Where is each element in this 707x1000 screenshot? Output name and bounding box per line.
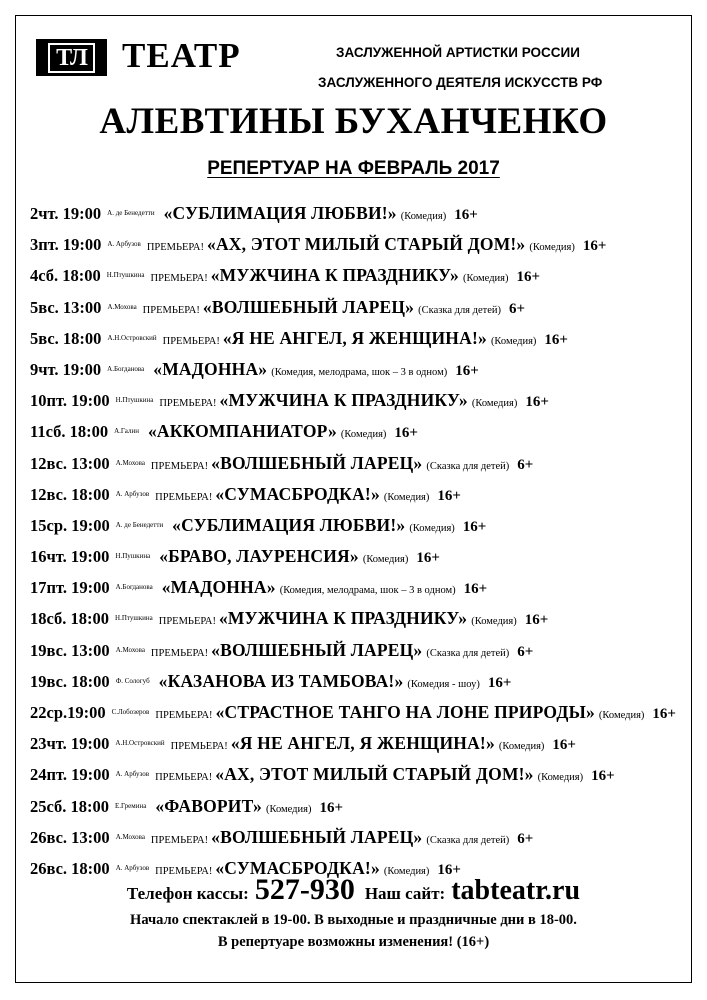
schedule-row <box>30 824 695 855</box>
performance-date: 22ср.19:00 <box>30 703 106 722</box>
premiere-mark: ПРЕМЬЕРА! <box>142 304 200 316</box>
play-title: «МУЖЧИНА К ПРАЗДНИКУ» <box>218 608 468 629</box>
age-rating: 16+ <box>524 612 549 629</box>
genre-label: (Комедия) <box>383 865 430 877</box>
performance-date: 25сб. 18:00 <box>30 796 110 816</box>
author-name: А.Мохова <box>115 458 145 467</box>
schedule-row <box>30 668 695 699</box>
play-title: «Я НЕ АНГЕЛ, Я ЖЕНЩИНА!» <box>222 327 487 348</box>
author-name: А.Богданова <box>107 364 145 373</box>
schedule-row <box>30 418 695 449</box>
schedule-row <box>30 730 695 761</box>
play-title: «КАЗАНОВА ИЗ ТАМБОВА!» <box>158 670 404 691</box>
play-title: «ВОЛШЕБНЫЙ ЛАРЕЦ» <box>211 639 423 660</box>
play-title: «СУМАСБРОДКА!» <box>215 483 380 504</box>
performance-date: 15ср. 19:00 <box>30 515 110 535</box>
author-name: Н.Птушкина <box>106 271 145 280</box>
age-rating: 6+ <box>509 300 526 317</box>
age-rating: 16+ <box>437 861 461 878</box>
performance-date: 3пт. 19:00 <box>30 235 102 255</box>
performance-date: 26вс. 18:00 <box>30 858 110 878</box>
performance-date: 17пт. 19:00 <box>30 578 110 598</box>
site-link[interactable]: tabteatr.ru <box>451 875 581 906</box>
age-rating: 16+ <box>454 207 478 223</box>
genre-label: (Комедия) <box>598 710 645 721</box>
author-name: А.Н.Островский <box>107 333 157 342</box>
premiere-mark: ПРЕМЬЕРА! <box>150 273 208 285</box>
author-name: А. Арбузов <box>107 240 141 249</box>
author-name: Ф. Сологуб <box>115 676 150 685</box>
age-rating: 6+ <box>517 456 534 473</box>
schedule-row <box>30 699 695 730</box>
genre-label: (Сказка для детей) <box>418 304 502 316</box>
author-name: А.Мохова <box>115 832 145 841</box>
author-name: А.Галин <box>114 427 139 436</box>
genre-label: (Комедия, мелодрама, шок – 3 в одном) <box>271 366 448 378</box>
premiere-mark: ПРЕМЬЕРА! <box>155 772 213 784</box>
play-title: «СУБЛИМАЦИЯ ЛЮБВИ!» <box>172 514 406 535</box>
schedule-list <box>30 200 695 886</box>
phone-number: 527-930 <box>254 873 355 906</box>
age-rating: 16+ <box>455 362 479 379</box>
age-rating: 6+ <box>517 643 534 660</box>
genre-label: (Комедия, мелодрама, шок – 3 в одном) <box>279 585 456 597</box>
genre-label: (Комедия) <box>409 522 455 534</box>
genre-label: (Комедия) <box>362 554 409 566</box>
premiere-mark: ПРЕМЬЕРА! <box>146 242 205 254</box>
play-title: «ФАВОРИТ» <box>155 795 262 816</box>
play-title: «МУЖЧИНА К ПРАЗДНИКУ» <box>219 390 468 411</box>
performance-date: 12вс. 13:00 <box>30 453 110 473</box>
performance-date: 26вс. 13:00 <box>30 827 110 847</box>
schedule-row <box>30 356 695 387</box>
start-times-note: Начало спектаклей в 19-00. В выходные и праздничные дни в 18-00. <box>130 912 577 928</box>
author-name: А. Арбузов <box>115 489 150 498</box>
premiere-mark: ПРЕМЬЕРА! <box>155 491 213 503</box>
play-title: «АХ, ЭТОТ МИЛЫЙ СТАРЫЙ ДОМ!» <box>215 764 534 785</box>
premiere-mark: ПРЕМЬЕРА! <box>155 865 213 877</box>
author-name: А. Арбузов <box>115 863 150 872</box>
play-title: «ВОЛШЕБНЫЙ ЛАРЕЦ» <box>202 296 415 317</box>
changes-note: В репертуаре возможны изменения! (16+) <box>217 934 490 950</box>
schedule-row <box>30 325 695 356</box>
premiere-mark: ПРЕМЬЕРА! <box>150 647 209 659</box>
age-rating: 16+ <box>591 768 615 785</box>
performance-date: 10пт. 19:00 <box>30 391 110 411</box>
author-name: А. Арбузов <box>115 770 150 779</box>
play-title: «МАДОННА» <box>161 577 276 598</box>
genre-label: (Сказка для детей) <box>426 647 510 659</box>
genre-label: (Сказка для детей) <box>426 460 510 472</box>
performance-date: 5вс. 13:00 <box>30 297 102 317</box>
site-label: Наш сайт: <box>364 884 446 903</box>
theatre-logo <box>36 39 107 76</box>
performance-date: 23чт. 19:00 <box>30 734 110 754</box>
schedule-row <box>30 294 695 325</box>
genre-label: (Комедия) <box>471 616 517 628</box>
age-rating: 16+ <box>652 706 676 722</box>
honorary-title-2: ЗАСЛУЖЕННОГО ДЕЯТЕЛЯ ИСКУССТВ РФ <box>318 75 603 90</box>
genre-label: (Комедия) <box>529 242 575 254</box>
schedule-row <box>30 231 695 262</box>
performance-date: 4сб. 18:00 <box>30 266 101 286</box>
schedule-row <box>30 761 695 792</box>
age-rating: 16+ <box>394 425 418 442</box>
play-title: «АККОМПАНИАТОР» <box>147 421 337 442</box>
schedule-row <box>30 450 695 481</box>
play-title: «Я НЕ АНГЕЛ, Я ЖЕНЩИНА!» <box>230 733 495 754</box>
contact-line <box>0 873 707 907</box>
schedule-row <box>30 793 695 824</box>
genre-label: (Комедия) <box>537 772 584 784</box>
age-rating: 16+ <box>463 581 488 598</box>
genre-label: (Комедия) <box>463 273 509 285</box>
genre-label: (Комедия) <box>490 335 537 347</box>
performance-date: 16чт. 19:00 <box>30 547 110 567</box>
play-title: «ВОЛШЕБНЫЙ ЛАРЕЦ» <box>211 826 423 847</box>
age-rating: 16+ <box>416 550 440 567</box>
genre-label: (Комедия) <box>471 398 518 410</box>
age-rating: 16+ <box>516 269 541 286</box>
author-name: Н.Птушкина <box>115 396 154 405</box>
premiere-mark: ПРЕМЬЕРА! <box>162 335 220 347</box>
performance-date: 12вс. 18:00 <box>30 484 110 504</box>
author-name: Е.Гремина <box>115 801 147 810</box>
play-title: «СУБЛИМАЦИЯ ЛЮБВИ!» <box>163 203 397 223</box>
theatre-word: ТЕАТР <box>122 36 241 75</box>
author-name: А.Богданова <box>115 583 153 592</box>
performance-date: 18сб. 18:00 <box>30 609 110 629</box>
author-name: А.Н.Островский <box>115 739 165 748</box>
premiere-mark: ПРЕМЬЕРА! <box>150 834 209 846</box>
age-rating: 16+ <box>319 799 344 816</box>
schedule-row <box>30 262 695 293</box>
play-title: «СУМАСБРОДКА!» <box>215 857 380 878</box>
play-title: «МУЖЧИНА К ПРАЗДНИКУ» <box>210 265 459 286</box>
genre-label: (Комедия - шоу) <box>407 678 480 690</box>
genre-label: (Комедия) <box>400 211 447 222</box>
performance-date: 11сб. 18:00 <box>30 422 109 442</box>
phone-label: Телефон кассы: <box>126 884 249 903</box>
repertoire-heading: РЕПЕРТУАР НА ФЕВРАЛЬ 2017 <box>207 158 500 179</box>
performance-date: 5вс. 18:00 <box>30 328 102 348</box>
author-name: С.Лобозеров <box>111 708 150 716</box>
honorary-title-1: ЗАСЛУЖЕННОЙ АРТИСТКИ РОССИИ <box>336 45 580 60</box>
schedule-row <box>30 512 695 543</box>
author-name: А.Мохова <box>115 645 145 654</box>
performance-date: 24пт. 19:00 <box>30 765 110 785</box>
premiere-mark: ПРЕМЬЕРА! <box>158 616 216 628</box>
theatre-name: АЛЕВТИНЫ БУХАНЧЕНКО <box>99 101 608 142</box>
author-name: А.Мохова <box>107 302 137 311</box>
author-name: А. де Бенедетти <box>107 209 155 217</box>
schedule-row <box>30 543 695 574</box>
premiere-mark: ПРЕМЬЕРА! <box>150 460 209 472</box>
premiere-mark: ПРЕМЬЕРА! <box>155 710 213 721</box>
author-name: Н.Птушкина <box>115 614 153 623</box>
schedule-row <box>30 605 695 636</box>
genre-label: (Комедия) <box>340 429 387 441</box>
play-title: «МАДОННА» <box>153 358 268 379</box>
play-title: «АХ, ЭТОТ МИЛЫЙ СТАРЫЙ ДОМ!» <box>207 234 526 255</box>
performance-date: 19вс. 18:00 <box>30 671 110 691</box>
genre-label: (Комедия) <box>498 741 545 753</box>
play-title: «ВОЛШЕБНЫЙ ЛАРЕЦ» <box>211 452 423 473</box>
premiere-mark: ПРЕМЬЕРА! <box>170 741 228 753</box>
age-rating: 16+ <box>437 487 461 504</box>
logo-text: ТЛ <box>48 43 95 73</box>
age-rating: 16+ <box>462 518 487 535</box>
age-rating: 6+ <box>517 830 534 847</box>
play-title: «СТРАСТНОЕ ТАНГО НА ЛОНЕ ПРИРОДЫ» <box>215 702 595 722</box>
schedule-row <box>30 481 695 512</box>
age-rating: 16+ <box>544 331 568 348</box>
performance-date: 2чт. 19:00 <box>30 204 102 223</box>
genre-label: (Комедия) <box>383 491 430 503</box>
author-name: Н.Пушкина <box>115 552 151 561</box>
age-rating: 16+ <box>582 238 607 255</box>
performance-date: 19вс. 13:00 <box>30 640 110 660</box>
premiere-mark: ПРЕМЬЕРА! <box>159 398 217 410</box>
age-rating: 16+ <box>552 737 576 754</box>
schedule-row <box>30 387 695 418</box>
author-name: А. де Бенедетти <box>115 520 164 529</box>
age-rating: 16+ <box>487 674 512 691</box>
schedule-row <box>30 574 695 605</box>
schedule-row <box>30 637 695 668</box>
play-title: «БРАВО, ЛАУРЕНСИЯ» <box>159 546 359 567</box>
schedule-row <box>30 200 695 231</box>
performance-date: 9чт. 19:00 <box>30 359 102 379</box>
genre-label: (Сказка для детей) <box>426 834 510 846</box>
honorary-titles <box>318 38 678 98</box>
age-rating: 16+ <box>525 394 549 411</box>
genre-label: (Комедия) <box>265 803 312 815</box>
